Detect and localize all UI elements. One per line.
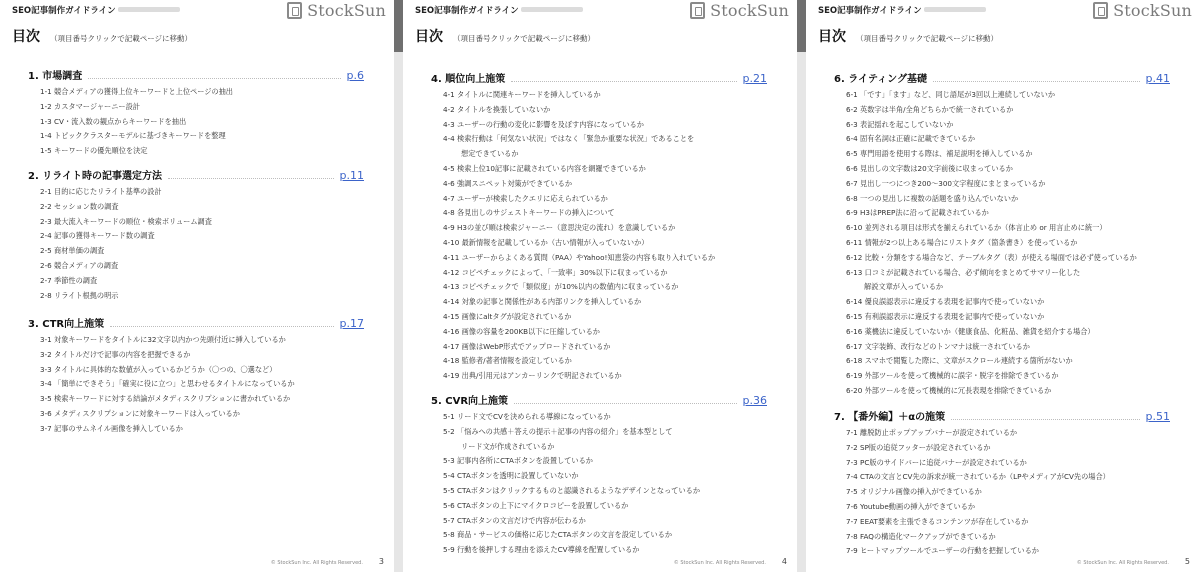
toc-section [834,71,1170,399]
section-page-link[interactable]: p.41 [1145,72,1170,85]
toc-item[interactable]: 6-15 有利誤認表示に違反する表現を記事内で使っていないか [846,311,1045,321]
toc-item[interactable]: 3-2 タイトルだけで記事の内容を把握できるか [40,349,191,359]
toc-item[interactable]: 6-4 固有名詞は正確に記載できているか [846,134,976,144]
toc-item[interactable]: 2-3 最大流入キーワードの順位・検索ボリューム調査 [40,216,212,226]
toc-item[interactable]: 5-9 行動を後押しする理由を添えたCV導線を配置しているか [443,545,640,555]
stocksun-logo [1093,1,1192,20]
toc-header [415,26,595,46]
brand-name: StockSun [710,1,789,20]
document-page-4 [403,0,797,572]
page-number: 5 [1184,557,1190,566]
toc-item[interactable]: 7-5 オリジナル画像の挿入ができているか [846,487,982,497]
toc-item[interactable]: 6-18 スマホで閲覧した際に、文章がスクロール連続する箇所がないか [846,356,1073,366]
doc-title: SEO記事制作ガイドライン [415,6,519,16]
toc-item[interactable]: 2-2 セッション数の調査 [40,201,119,211]
toc-item[interactable]: 1-2 カスタマージャーニー設計 [40,101,140,111]
copyright: © StockSun Inc. All Rights Reserved. [1076,560,1169,566]
stocksun-logo [287,1,386,20]
page-divider [797,0,806,52]
leader-dots [933,81,1140,82]
toc-item[interactable]: 2-6 競合メディアの調査 [40,260,119,270]
leader-dots [514,403,736,404]
page-footer [271,557,384,566]
toc-section [28,68,364,159]
section-title: 5. CVR向上施策 [431,396,509,407]
leader-dots [110,326,333,327]
doc-title: SEO記事制作ガイドライン [818,6,922,16]
redacted-subtitle [924,7,986,12]
toc-item[interactable]: 6-7 見出し一つにつき200～300文字程度にまとまっているか [846,178,1046,188]
section-page-link[interactable]: p.36 [742,394,767,407]
toc-item[interactable]: 4-3 ユーザーの行動の変化に影響を及ぼす内容になっているか [443,119,644,129]
section-heading[interactable] [28,316,364,330]
page-footer [674,557,787,566]
toc-item[interactable]: 4-13 コピペチェックで「類似度」が10%以内の数値内に収まっているか [443,282,679,292]
toc-item[interactable]: 7-2 SP版の追従フッターが設定されているか [846,442,991,452]
toc-item[interactable]: 1-3 CV・流入数の観点からキーワードを抽出 [40,116,187,126]
section-title: 4. 順位向上施策 [431,74,506,85]
toc-item[interactable]: 4-14 対象の記事と関係性がある内部リンクを挿入しているか [443,297,642,307]
stocksun-logo-icon [1093,2,1108,19]
section-heading[interactable] [834,71,1170,85]
toc-item[interactable]: 3-1 対象キーワードをタイトルに32文字以内かつ先頭付近に挿入しているか [40,335,286,344]
section-page-link[interactable]: p.17 [339,317,364,330]
toc-item[interactable]: 4-19 出典/引用元はアンカーリンクで明記されているか [443,371,622,381]
toc-item[interactable]: 2-5 商材単価の調査 [40,246,105,256]
copyright: © StockSun Inc. All Rights Reserved. [270,560,363,566]
leader-dots [88,78,340,79]
toc-item[interactable]: 7-6 Youtube動画の挿入ができているか [846,501,976,511]
toc-item[interactable]: 3-5 検索キーワードに対する結論がメタディスクリプションに書かれているか [40,394,291,404]
brand-name: StockSun [1113,1,1192,20]
section-page-link[interactable]: p.11 [339,169,364,182]
toc-item[interactable]: 5-6 CTAボタンの上下にマイクロコピーを設置しているか [443,500,629,510]
toc-item[interactable]: 4-16 画像の容量を200KB以下に圧縮しているか [443,326,600,336]
toc-section [28,168,364,303]
toc-title: 目次 [415,29,443,45]
toc-item[interactable]: 6-16 薬機法に違反していないか（健康食品、化粧品、雑貨を紹介する場合） [846,326,1095,336]
toc-item[interactable]: 4-9 H3の並び順は検索ジャーニー（意思決定の流れ）を意識しているか [443,223,676,233]
toc-title: 目次 [12,29,40,45]
section-title: 3. CTR向上施策 [28,319,105,330]
toc-note: （項目番号クリックで記載ページに移動） [856,34,999,43]
leader-dots [511,81,736,82]
toc-item[interactable]: 6-14 優良誤認表示に違反する表現を記事内で使っていないか [846,297,1045,307]
toc-header [818,26,998,46]
toc-item[interactable]: 4-11 ユーザーからよくある質問（PAA）やYahoo!知恵袋の内容も取り入れているか [443,252,716,262]
toc-item[interactable]: 2-4 記事の獲得キーワード数の調査 [40,231,155,241]
toc-title: 目次 [818,29,846,45]
toc-item-continuation[interactable]: 想定できているか [461,149,519,159]
toc-item[interactable]: 4-12 コピペチェックによって、「一致率」30%以下に収まっているか [443,267,668,277]
toc-item[interactable]: 2-1 目的に応じたリライト基準の設計 [40,187,162,196]
toc-item[interactable]: 1-5 キーワードの優先順位を決定 [40,146,148,156]
section-title: 1. 市場調査 [28,71,83,82]
toc-section [28,316,364,437]
brand-name: StockSun [307,1,386,20]
toc-item[interactable]: 6-13 口コミが記載されている場合、必ず傾向をまとめてサマリー化した [846,267,1081,277]
section-title: 7. 【番外編】＋αの施策 [834,412,946,423]
page-footer [1077,557,1190,566]
toc-item[interactable]: 6-10 並列される項目は形式を揃えられているか（体言止め or 用言止めに統一） [846,223,1107,233]
toc-section [834,409,1170,559]
toc-item[interactable]: 5-4 CTAボタンを透明に設置していないか [443,471,579,481]
section-heading[interactable] [834,409,1170,423]
toc-item[interactable]: 7-1 離脱防止ポップアップバナーが設定されているか [846,428,1018,437]
toc-item[interactable]: 6-1 「です」「ます」など、同じ語尾が3回以上連続していないか [846,90,1056,99]
toc-item[interactable]: 5-5 CTAボタンはクリックするものと認識されるようなデザインとなっているか [443,485,701,495]
doc-title: SEO記事制作ガイドライン [12,6,116,16]
copyright: © StockSun Inc. All Rights Reserved. [673,560,766,566]
toc-item[interactable]: 6-2 英数字は半角/全角どちらかで統一されているか [846,104,1014,114]
redacted-subtitle [118,7,180,12]
toc-item[interactable]: 4-17 画像はWebP形式でアップロードされているか [443,341,611,351]
toc-item[interactable]: 3-4 「簡単にできそう」「確実に役に立つ」と思わせるタイトルになっているか [40,379,295,389]
document-page-3 [0,0,394,572]
toc-item[interactable]: 6-5 専門用語を使用する際は、補足説明を挿入しているか [846,149,1033,159]
stocksun-logo-icon [690,2,705,19]
toc-item[interactable]: 3-7 記事のサムネイル画像を挿入しているか [40,423,183,433]
toc-item[interactable]: 6-12 比較・分類をする場合など、テーブルタグ（表）が使える場面では必ず使っているか [846,252,1137,262]
toc-item[interactable]: 5-8 商品・サービスの価格に応じたCTAボタンの文言を設定しているか [443,530,673,540]
section-page-link[interactable]: p.6 [346,69,364,82]
toc-item[interactable]: 3-6 メタディスクリプションに対象キーワードは入っているか [40,408,240,418]
toc-item[interactable]: 6-17 文字装飾、改行などのトンマナは統一されているか [846,341,1030,351]
toc-item[interactable]: 7-8 FAQの構造化マークアップができているか [846,531,996,541]
section-page-link[interactable]: p.21 [742,72,767,85]
toc-item[interactable]: 7-9 ヒートマップツールでユーザーの行動を把握しているか [846,546,1039,556]
toc-item[interactable]: 4-4 検索行動は「何気ない状況」ではなく「緊急か重要な状況」であることを [443,134,695,144]
toc-item-continuation[interactable]: 解説文章が入っているか [864,282,944,292]
toc-item[interactable]: 6-6 見出しの文字数は20文字前後に収まっているか [846,163,1013,173]
toc-item[interactable]: 4-10 最新情報を記載しているか（古い情報が入っていないか） [443,237,649,247]
stocksun-logo-icon [287,2,302,19]
toc-item[interactable]: 6-8 一つの見出しに複数の話題を盛り込んでいないか [846,193,1019,203]
toc-item[interactable]: 5-7 CTAボタンの文言だけで内容が伝わるか [443,515,586,525]
toc-note: （項目番号クリックで記載ページに移動） [453,34,596,43]
toc-item[interactable]: 6-3 表記揺れを起こしていないか [846,119,954,129]
toc-item-continuation[interactable]: リード文が作成されているか [461,441,555,451]
toc-section [431,393,767,558]
toc-item[interactable]: 4-7 ユーザーが検索したクエリに応えられているか [443,193,608,203]
toc-item[interactable]: 5-2 「悩みへの共感＋答えの提示＋記事の内容の紹介」を基本型として [443,426,673,436]
toc-item[interactable]: 6-19 外部ツールを使って機械的に誤字・脱字を排除できているか [846,371,1059,381]
toc-item[interactable]: 4-1 タイトルに関連キーワードを挿入しているか [443,90,601,99]
toc-item[interactable]: 1-4 トピッククラスターモデルに基づきキーワードを整理 [40,131,226,141]
toc-item[interactable]: 6-11 情報が2つ以上ある場合にリストタグ（箇条書き）を使っているか [846,237,1078,247]
toc-item[interactable]: 6-20 外部ツールを使って機械的に冗長表現を排除できているか [846,385,1052,395]
section-heading[interactable] [431,71,767,85]
toc-item[interactable]: 5-1 リード文でCVを決められる導線になっているか [443,412,611,421]
toc-header [12,26,192,46]
toc-item[interactable]: 4-6 強調スニペット対策ができているか [443,178,573,188]
toc-item[interactable]: 5-3 記事内各所にCTAボタンを設置しているか [443,456,593,466]
toc-item[interactable]: 7-3 PC版のサイドバーに追従バナーが設定されているか [846,457,1027,467]
toc-item[interactable]: 3-3 タイトルに具体的な数値が入っているかどうか（〇つの、〇選など） [40,364,277,374]
leader-dots [951,419,1139,420]
toc-item[interactable]: 6-9 H3はPREP法に沿って記載されているか [846,208,989,218]
toc-item[interactable]: 4-5 検索上位10記事に記載されている内容を網羅できているか [443,163,646,173]
page-number: 4 [781,557,787,566]
page-number: 3 [378,557,384,566]
section-heading[interactable] [431,393,767,407]
redacted-subtitle [521,7,583,12]
section-title: 6. ライティング基礎 [834,74,927,85]
page-divider [394,0,403,52]
section-title: 2. リライト時の記事選定方法 [28,171,162,182]
toc-item[interactable]: 1-1 競合メディアの獲得上位キーワードと上位ページの抽出 [40,87,233,96]
stocksun-logo [690,1,789,20]
toc-item[interactable]: 4-15 画像にaltタグが設定されているか [443,311,572,321]
toc-item[interactable]: 2-7 季節性の調査 [40,275,98,285]
toc-item[interactable]: 4-8 各見出しのサジェストキーワードの挿入について [443,208,615,218]
toc-note: （項目番号クリックで記載ページに移動） [50,34,193,43]
document-page-5 [806,0,1200,572]
leader-dots [168,178,334,179]
toc-item[interactable]: 7-7 EEAT要素を主張できるコンテンツが存在しているか [846,516,1029,526]
toc-item[interactable]: 4-2 タイトルを換張していないか [443,104,551,114]
toc-item[interactable]: 2-8 リライト根拠の明示 [40,290,119,300]
toc-item[interactable]: 7-4 CTAの文言とCV先の訴求が統一されているか（LPやメディアがCV先の場合） [846,472,1110,482]
section-heading[interactable] [28,68,364,82]
section-heading[interactable] [28,168,364,182]
section-page-link[interactable]: p.51 [1145,410,1170,423]
toc-item[interactable]: 4-18 監修者/著者情報を設定しているか [443,356,572,366]
toc-section [431,71,767,384]
